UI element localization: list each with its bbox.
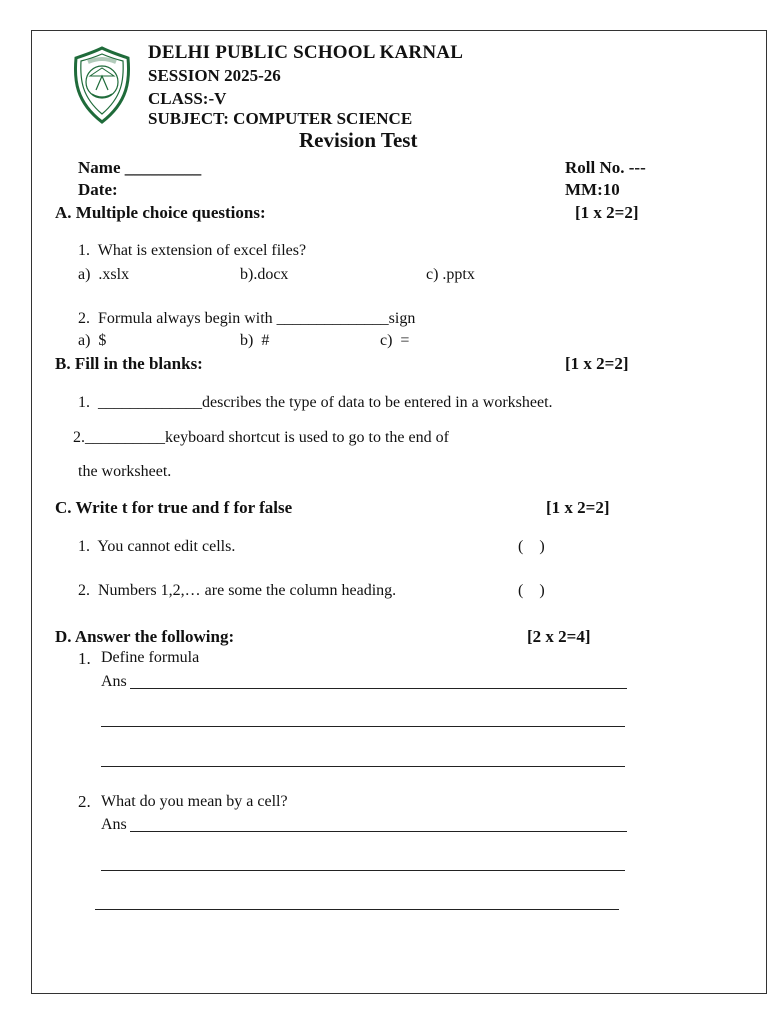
question-d1-number: 1.: [78, 649, 91, 668]
answer-line-d1-3[interactable]: [101, 766, 625, 767]
question-d2-number: 2.: [78, 792, 91, 811]
option-a1-a[interactable]: a) .xslx: [78, 266, 130, 283]
section-c-marks: [1 x 2=2]: [546, 498, 610, 517]
answer-line-d1-1[interactable]: [130, 688, 627, 689]
section-b-heading: B. Fill in the blanks:: [55, 354, 203, 373]
subject-label: SUBJECT: COMPUTER SCIENCE: [148, 109, 413, 128]
answer-label-d2: Ans: [101, 816, 127, 833]
question-b2-line2: the worksheet.: [78, 463, 172, 480]
answer-line-d1-2[interactable]: [101, 726, 625, 727]
class-label: CLASS:-V: [148, 89, 227, 108]
answer-box-c1[interactable]: ( ): [518, 538, 545, 555]
question-a2: 2. Formula always begin with ______________sign: [78, 310, 416, 327]
section-c-heading: C. Write t for true and f for false: [55, 498, 293, 517]
name-field[interactable]: Name _________: [78, 158, 202, 177]
section-d-marks: [2 x 2=4]: [527, 627, 591, 646]
question-c1: 1. You cannot edit cells.: [78, 538, 236, 555]
school-crest-logo: [70, 46, 134, 126]
section-a-marks: [1 x 2=2]: [575, 203, 639, 222]
option-a2-a[interactable]: a) $: [78, 332, 107, 349]
section-d-heading: D. Answer the following:: [55, 627, 235, 646]
answer-box-c2[interactable]: ( ): [518, 582, 545, 599]
answer-label-d1: Ans: [101, 673, 127, 690]
roll-number-field[interactable]: Roll No. ---: [565, 158, 646, 177]
question-b2-line1: 2.__________keyboard shortcut is used to go to the end of: [73, 429, 449, 446]
date-field[interactable]: Date:: [78, 180, 118, 199]
section-a-heading: A. Multiple choice questions:: [55, 203, 266, 222]
answer-line-d2-3[interactable]: [95, 909, 619, 910]
session-label: SESSION 2025-26: [148, 66, 281, 85]
question-d1: Define formula: [101, 649, 200, 666]
school-name: DELHI PUBLIC SCHOOL KARNAL: [148, 42, 464, 63]
question-b1: 1. _____________describes the type of data to be entered in a worksheet.: [78, 394, 553, 411]
test-title: Revision Test: [299, 128, 418, 152]
question-a1: 1. What is extension of excel files?: [78, 242, 307, 259]
option-a2-c[interactable]: c) =: [380, 332, 410, 349]
option-a2-b[interactable]: b) #: [240, 332, 270, 349]
answer-line-d2-1[interactable]: [130, 831, 627, 832]
question-c2: 2. Numbers 1,2,… are some the column heading.: [78, 582, 397, 599]
option-a1-c[interactable]: c) .pptx: [426, 266, 475, 283]
option-a1-b[interactable]: b).docx: [240, 266, 289, 283]
answer-line-d2-2[interactable]: [101, 870, 625, 871]
section-b-marks: [1 x 2=2]: [565, 354, 629, 373]
max-marks-label: MM:10: [565, 180, 620, 199]
question-d2: What do you mean by a cell?: [101, 793, 288, 810]
